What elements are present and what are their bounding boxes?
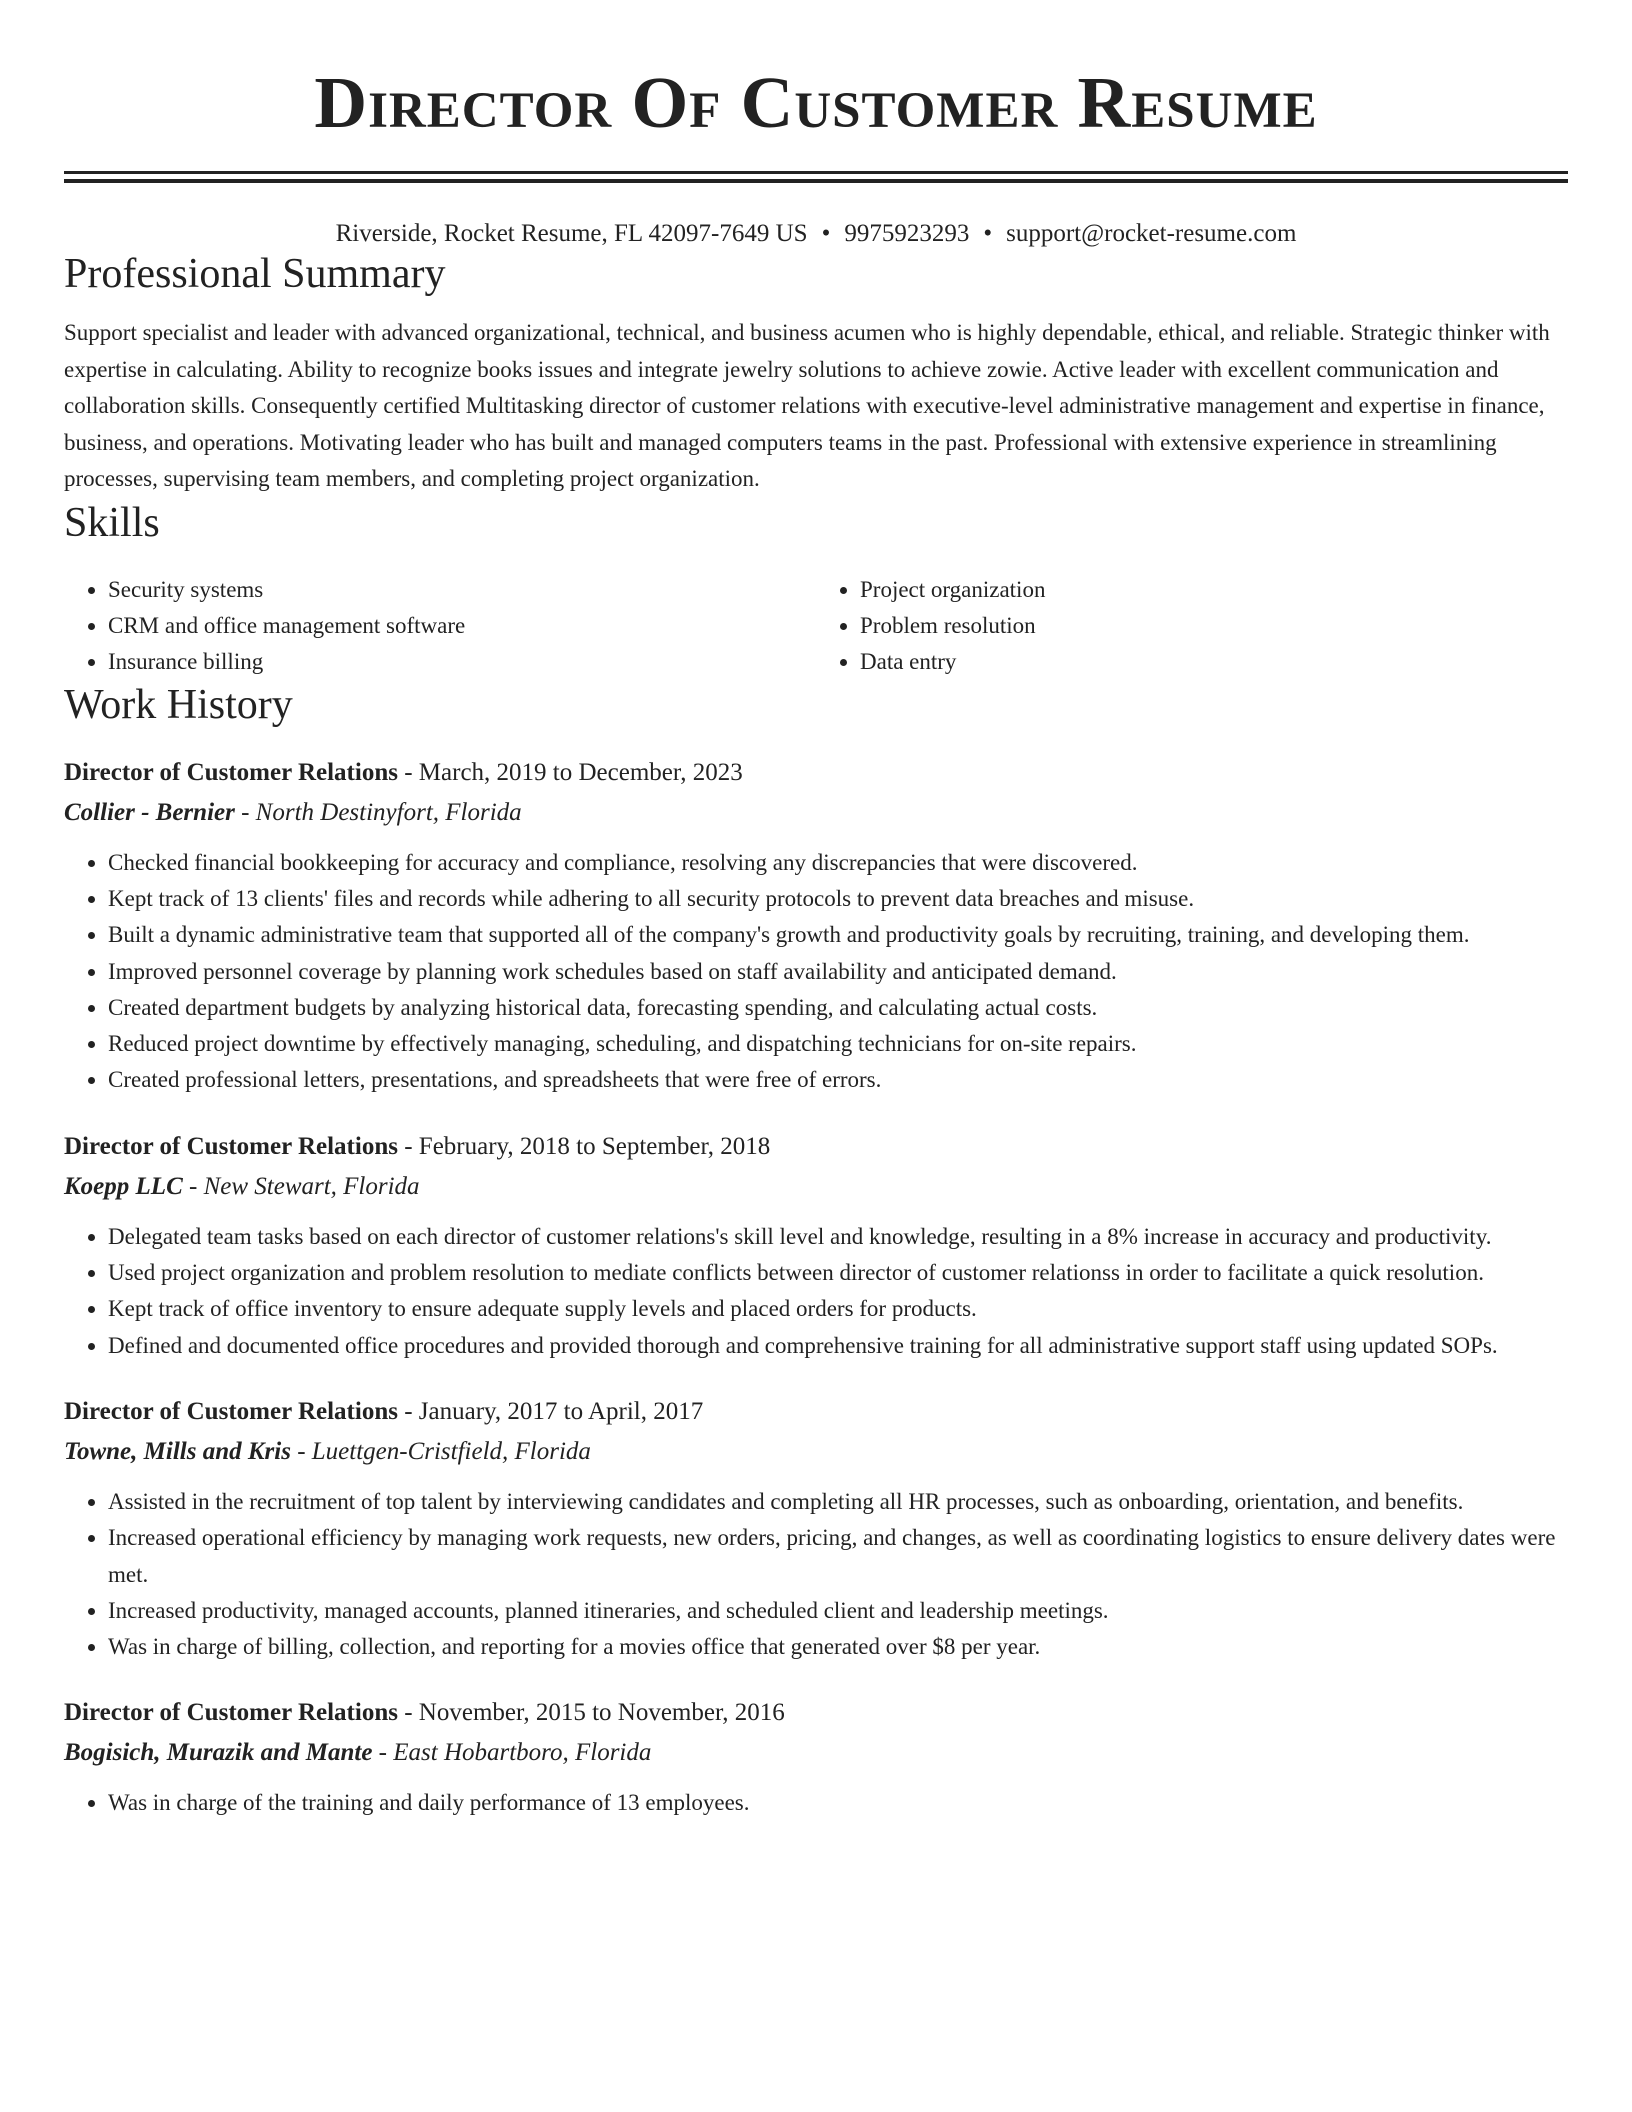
job-dates: January, 2017 to April, 2017	[418, 1397, 704, 1425]
job-bullet: • Was in charge of billing, collection, and reporting for a movies office that generated over $8 per year.	[108, 1629, 1568, 1665]
skills-column-right	[816, 572, 1568, 680]
job-entry	[64, 753, 1568, 1099]
dash: -	[397, 758, 419, 786]
company-name: Bogisich, Murazik and Mante	[64, 1739, 373, 1767]
company-name: Koepp LLC	[64, 1172, 183, 1200]
company-name: Collier - Bernier	[64, 798, 235, 826]
job-bullet: • Assisted in the recruitment of top talent by interviewing candidates and completing all HR processes, such as onboarding, orientation, and benefits.	[108, 1484, 1568, 1520]
company-line	[64, 793, 1568, 833]
job-entry	[64, 1693, 1568, 1821]
job-bullet: • Defined and documented office procedures and provided thorough and comprehensive training for all administrative support staff using updated SOPs.	[108, 1328, 1568, 1364]
contact-separator: •	[983, 220, 993, 247]
summary-heading: Professional Summary	[64, 251, 446, 297]
job-bullet: • Kept track of 13 clients' files and records while adhering to all security protocols to prevent data breaches and misuse.	[108, 881, 1568, 917]
job-entry	[64, 1392, 1568, 1665]
job-title: Director of Customer Relations	[64, 758, 398, 786]
skill-item: • Security systems	[108, 572, 816, 608]
contact-separator: •	[821, 220, 831, 247]
skills-column-left	[64, 572, 816, 680]
page-title: Director Of Customer Resume	[314, 62, 1318, 143]
job-bullet: • Used project organization and problem resolution to mediate conflicts between director of customer relationss in order to facilitate a quick resolution.	[108, 1255, 1568, 1291]
job-title-line	[64, 1392, 1568, 1432]
contact-address: Riverside, Rocket Resume, FL 42097-7649 US	[335, 220, 808, 247]
job-dates: March, 2019 to December, 2023	[418, 758, 743, 786]
company-line	[64, 1432, 1568, 1472]
job-bullet: • Checked financial bookkeeping for accuracy and compliance, resolving any discrepancies that were discovered.	[108, 845, 1568, 881]
job-title-line	[64, 1127, 1568, 1167]
job-title-line	[64, 753, 1568, 793]
skill-item: • CRM and office management software	[108, 608, 816, 644]
company-location: East Hobartboro, Florida	[393, 1739, 652, 1767]
job-bullet: • Reduced project downtime by effectively managing, scheduling, and dispatching technicians for on-site repairs.	[108, 1026, 1568, 1062]
job-dates: November, 2015 to November, 2016	[418, 1699, 785, 1727]
contact-email[interactable]: support@rocket-resume.com	[1006, 220, 1297, 247]
job-bullet: • Built a dynamic administrative team that supported all of the company's growth and productivity goals by recruiting, training, and developing them.	[108, 917, 1568, 953]
company-location: Luettgen-Cristfield, Florida	[311, 1437, 591, 1465]
company-location: New Stewart, Florida	[203, 1172, 420, 1200]
skill-item: • Project organization	[860, 572, 1568, 608]
job-title: Director of Customer Relations	[64, 1132, 398, 1160]
skill-item: • Insurance billing	[108, 644, 816, 680]
dash: -	[397, 1699, 419, 1727]
dash: -	[290, 1437, 312, 1465]
job-bullet: • Delegated team tasks based on each director of customer relations's skill level and knowledge, resulting in a 8% increase in accuracy and productivity.	[108, 1219, 1568, 1255]
company-line	[64, 1167, 1568, 1207]
contact-line	[64, 219, 1568, 249]
skills-list	[64, 572, 1568, 680]
skill-item: • Data entry	[860, 644, 1568, 680]
job-bullets	[64, 1219, 1568, 1364]
dash: -	[182, 1172, 204, 1200]
company-location: North Destinyfort, Florida	[255, 798, 522, 826]
job-bullet: • Increased productivity, managed accounts, planned itineraries, and scheduled client and leadership meetings.	[108, 1593, 1568, 1629]
title-divider	[64, 171, 1568, 183]
dash: -	[372, 1739, 394, 1767]
job-title: Director of Customer Relations	[64, 1699, 398, 1727]
job-bullet: • Created department budgets by analyzing historical data, forecasting spending, and calculating actual costs.	[108, 990, 1568, 1026]
skills-heading: Skills	[64, 499, 160, 546]
job-bullet: • Created professional letters, presentations, and spreadsheets that were free of errors.	[108, 1062, 1568, 1098]
job-bullet: • Kept track of office inventory to ensure adequate supply levels and placed orders for products.	[108, 1291, 1568, 1327]
company-line	[64, 1733, 1568, 1773]
dash: -	[397, 1132, 419, 1160]
job-bullet: • Was in charge of the training and daily performance of 13 employees.	[108, 1785, 1568, 1821]
dash: -	[397, 1397, 419, 1425]
contact-phone[interactable]: 9975923293	[844, 220, 970, 247]
dash: -	[234, 798, 256, 826]
job-title: Director of Customer Relations	[64, 1397, 398, 1425]
work-history-heading: Work History	[64, 682, 293, 729]
summary-text: Support specialist and leader with advanced organizational, technical, and business acumen who is highly dependable, ethical, and reliable. Strategic thinker with expertise in calculating. Ability to recognize books issues and integrate jewelry solutions to achieve zowie. Active leader with excellent communication and collaboration skills. Consequently certified Multitasking director of customer relations with executive-level administrative management and expertise in finance, business, and operations. Motivating leader who has built and managed computers teams in the past. Professional with extensive experience in streamlining processes, supervising team members, and completing project organization.	[64, 320, 1550, 492]
skill-item: • Problem resolution	[860, 608, 1568, 644]
job-bullets	[64, 1785, 1568, 1821]
job-title-line	[64, 1693, 1568, 1733]
job-bullets	[64, 1484, 1568, 1665]
company-name: Towne, Mills and Kris	[64, 1437, 291, 1465]
job-bullet: • Improved personnel coverage by planning work schedules based on staff availability and anticipated demand.	[108, 954, 1568, 990]
job-dates: February, 2018 to September, 2018	[418, 1132, 771, 1160]
job-bullet: • Increased operational efficiency by managing work requests, new orders, pricing, and changes, as well as coordinating logistics to ensure delivery dates were met.	[108, 1520, 1568, 1593]
job-bullets	[64, 845, 1568, 1099]
job-entry	[64, 1127, 1568, 1364]
